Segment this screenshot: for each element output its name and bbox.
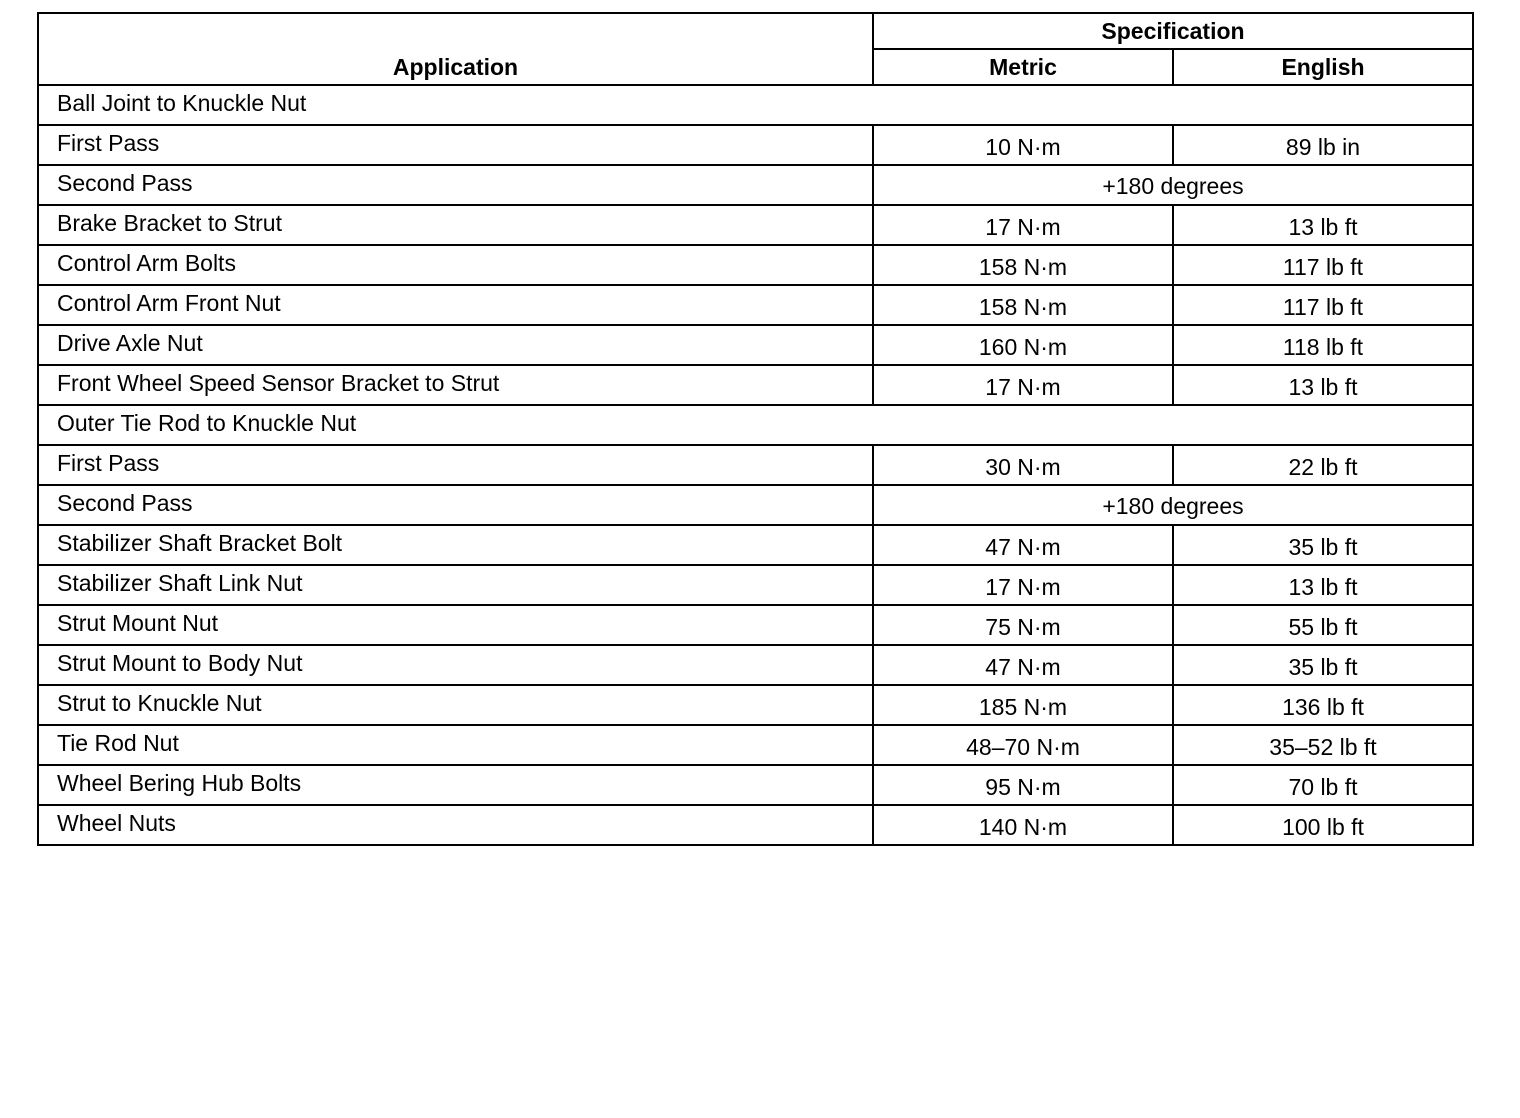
metric-cell: 47 N·m <box>873 645 1173 685</box>
table-row <box>38 365 1473 405</box>
metric-cell: 140 N·m <box>873 805 1173 845</box>
application-cell: Strut Mount Nut <box>38 605 873 645</box>
application-cell: First Pass <box>38 445 873 485</box>
application-cell: Second Pass <box>38 485 873 525</box>
english-cell: 13 lb ft <box>1173 365 1473 405</box>
table-row <box>38 725 1473 765</box>
application-cell: Wheel Nuts <box>38 805 873 845</box>
english-cell: 117 lb ft <box>1173 285 1473 325</box>
metric-cell: 158 N·m <box>873 245 1173 285</box>
english-cell: 118 lb ft <box>1173 325 1473 365</box>
english-cell: 100 lb ft <box>1173 805 1473 845</box>
metric-header: Metric <box>873 49 1173 85</box>
table-row <box>38 645 1473 685</box>
table-row <box>38 805 1473 845</box>
table-body <box>38 85 1473 845</box>
english-cell: 89 lb in <box>1173 125 1473 165</box>
english-cell: 35 lb ft <box>1173 525 1473 565</box>
table-row <box>38 205 1473 245</box>
application-cell: Second Pass <box>38 165 873 205</box>
specification-header: Specification <box>873 13 1473 49</box>
metric-cell: 10 N·m <box>873 125 1173 165</box>
application-cell: Wheel Bering Hub Bolts <box>38 765 873 805</box>
metric-cell: 158 N·m <box>873 285 1173 325</box>
group-label: Outer Tie Rod to Knuckle Nut <box>38 405 1473 445</box>
metric-cell: 17 N·m <box>873 565 1173 605</box>
application-cell: Front Wheel Speed Sensor Bracket to Strut <box>38 365 873 405</box>
application-cell: Brake Bracket to Strut <box>38 205 873 245</box>
table-row <box>38 685 1473 725</box>
english-cell: 55 lb ft <box>1173 605 1473 645</box>
english-cell: 136 lb ft <box>1173 685 1473 725</box>
table-row <box>38 605 1473 645</box>
application-cell: First Pass <box>38 125 873 165</box>
application-cell: Strut to Knuckle Nut <box>38 685 873 725</box>
application-cell: Tie Rod Nut <box>38 725 873 765</box>
table-row <box>38 285 1473 325</box>
application-cell: Stabilizer Shaft Bracket Bolt <box>38 525 873 565</box>
header-row-top <box>38 13 1473 49</box>
table-row <box>38 765 1473 805</box>
english-cell: 13 lb ft <box>1173 205 1473 245</box>
table-row <box>38 445 1473 485</box>
metric-cell: 48–70 N·m <box>873 725 1173 765</box>
group-label: Ball Joint to Knuckle Nut <box>38 85 1473 125</box>
english-header: English <box>1173 49 1473 85</box>
english-cell: 35 lb ft <box>1173 645 1473 685</box>
table-row <box>38 165 1473 205</box>
metric-cell: 47 N·m <box>873 525 1173 565</box>
table-row <box>38 565 1473 605</box>
spec-span-cell: +180 degrees <box>873 165 1473 205</box>
table-row <box>38 325 1473 365</box>
application-cell: Drive Axle Nut <box>38 325 873 365</box>
table-row <box>38 125 1473 165</box>
english-cell: 35–52 lb ft <box>1173 725 1473 765</box>
metric-cell: 95 N·m <box>873 765 1173 805</box>
metric-cell: 185 N·m <box>873 685 1173 725</box>
english-cell: 22 lb ft <box>1173 445 1473 485</box>
metric-cell: 17 N·m <box>873 365 1173 405</box>
torque-spec-table <box>37 12 1474 846</box>
table-row <box>38 525 1473 565</box>
application-header: Application <box>38 13 873 85</box>
english-cell: 13 lb ft <box>1173 565 1473 605</box>
metric-cell: 160 N·m <box>873 325 1173 365</box>
application-cell: Stabilizer Shaft Link Nut <box>38 565 873 605</box>
metric-cell: 75 N·m <box>873 605 1173 645</box>
table-row <box>38 485 1473 525</box>
metric-cell: 30 N·m <box>873 445 1173 485</box>
table-row <box>38 405 1473 445</box>
application-cell: Control Arm Bolts <box>38 245 873 285</box>
spec-span-cell: +180 degrees <box>873 485 1473 525</box>
table-row <box>38 85 1473 125</box>
application-cell: Strut Mount to Body Nut <box>38 645 873 685</box>
metric-cell: 17 N·m <box>873 205 1173 245</box>
application-cell: Control Arm Front Nut <box>38 285 873 325</box>
english-cell: 117 lb ft <box>1173 245 1473 285</box>
table-row <box>38 245 1473 285</box>
english-cell: 70 lb ft <box>1173 765 1473 805</box>
